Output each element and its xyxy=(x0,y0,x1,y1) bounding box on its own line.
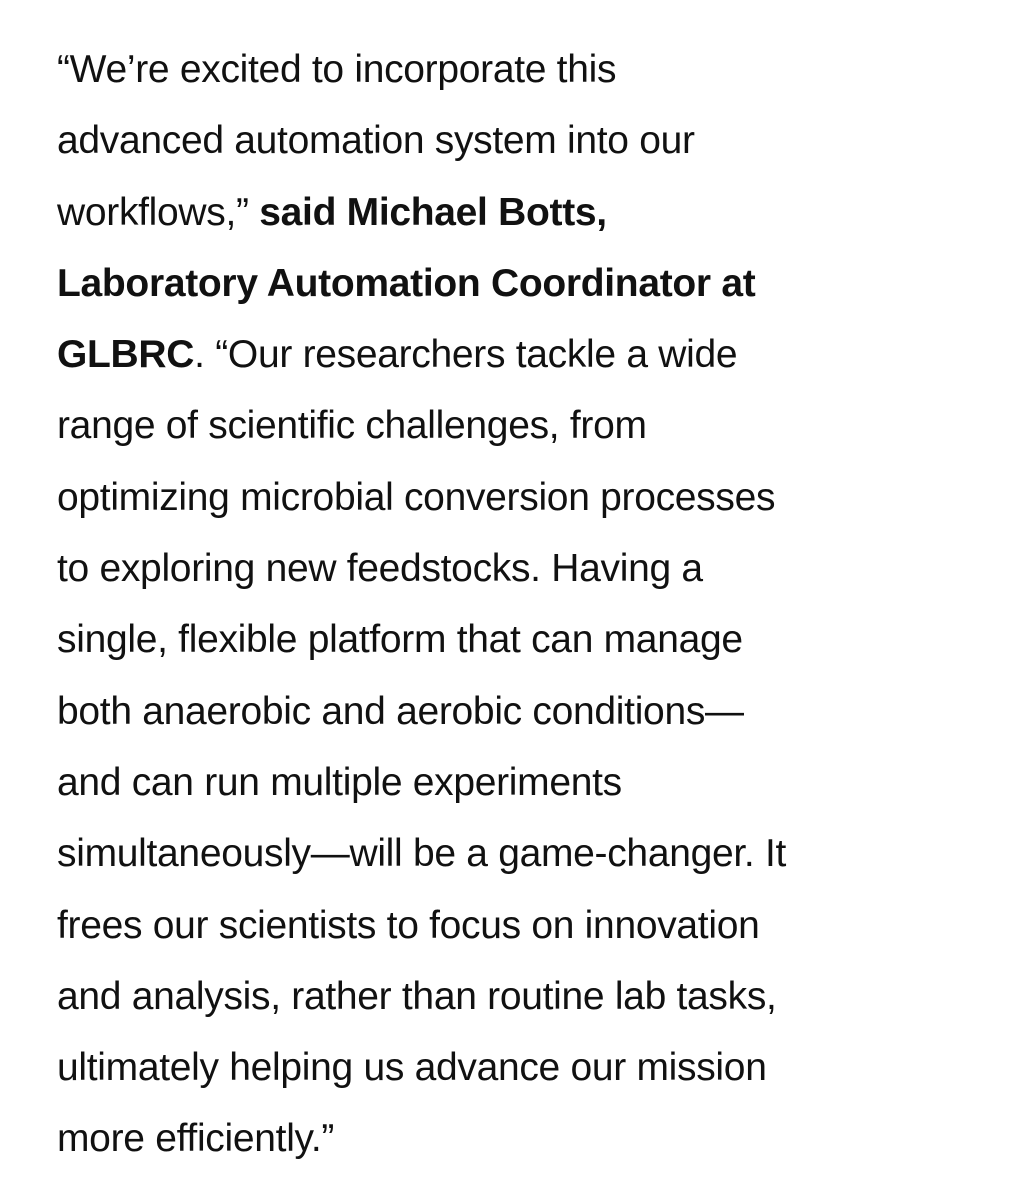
quote-line: simultaneously—will be a game-changer. It xyxy=(57,832,787,876)
quote-line xyxy=(57,177,957,248)
quote-line: and analysis, rather than routine lab tasks, xyxy=(57,974,777,1018)
quote-line: “We’re excited to incorporate this xyxy=(57,48,617,91)
organization-name: GLBRC xyxy=(57,333,195,377)
press-release-quote xyxy=(57,34,957,1175)
quote-line: frees our scientists to focus on innovation xyxy=(57,903,760,947)
quote-line: and can run multiple experiments xyxy=(57,760,622,804)
quote-line: range of scientific challenges, from xyxy=(57,404,647,448)
speaker-title: Laboratory Automation Coordinator at xyxy=(57,261,756,305)
speaker-attribution: said Michael Botts, xyxy=(259,190,607,234)
quote-text: . “Our researchers tackle a wide xyxy=(194,333,738,377)
quote-line: to exploring new feedstocks. Having a xyxy=(57,547,703,591)
quote-line: single, flexible platform that can manage xyxy=(57,618,743,662)
quote-line: both anaerobic and aerobic conditions— xyxy=(57,689,744,733)
quote-line: optimizing microbial conversion processes xyxy=(57,475,776,519)
quote-line xyxy=(57,319,957,390)
quote-line: advanced automation system into our xyxy=(57,119,695,163)
quote-text: workflows,” xyxy=(57,190,260,234)
quote-line: more efficiently.” xyxy=(57,1117,335,1161)
quote-line: ultimately helping us advance our mission xyxy=(57,1046,767,1090)
